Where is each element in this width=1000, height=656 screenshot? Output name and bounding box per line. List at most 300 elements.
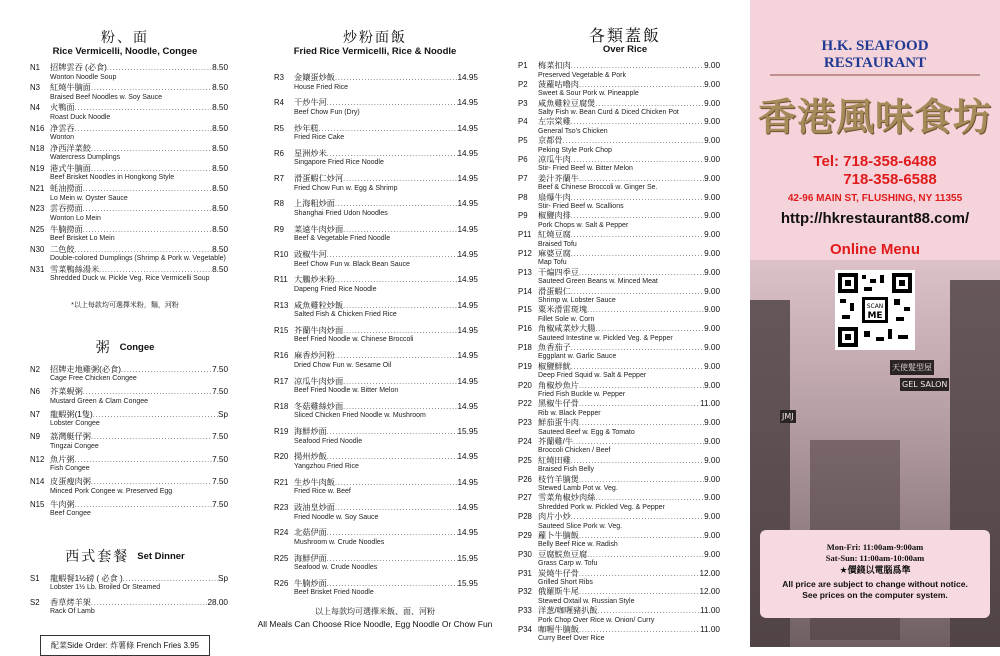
item-name-zh: 豉油皇炒面	[294, 503, 335, 513]
item-name-zh: 海鮮炒面	[294, 427, 327, 437]
item-price: 12.00	[699, 587, 720, 597]
item-code: P1	[518, 61, 528, 70]
item-body	[294, 327, 478, 345]
leader-dots	[75, 126, 212, 135]
item-name-zh: 龍蝦餐1½磅 ( 必食 )	[50, 573, 123, 583]
item-body	[538, 212, 720, 230]
item-line	[538, 551, 720, 561]
item-code: P22	[518, 399, 532, 409]
noodles-note: *以上每款均可選擇米粉，麵，河粉	[71, 301, 179, 309]
item-line	[50, 246, 228, 256]
item-body	[294, 125, 478, 143]
item-price: 9.00	[704, 549, 720, 559]
item-line	[294, 276, 478, 286]
item-name-zh: 牛肉粥	[50, 499, 75, 509]
item-body	[294, 352, 478, 370]
menu-item-p1	[516, 62, 720, 80]
leader-dots	[343, 176, 457, 185]
item-line	[538, 137, 720, 147]
item-name-en: Beef & Chinese Broccoli w. Ginger Se.	[538, 184, 658, 192]
item-name-en: Beef Congee	[50, 510, 91, 518]
item-line	[538, 100, 720, 110]
item-body	[294, 453, 478, 471]
item-line	[538, 438, 720, 448]
price-note-zh: ★價錢以電腦爲準	[839, 566, 911, 576]
item-price: 14.95	[457, 401, 478, 411]
leader-dots	[91, 434, 212, 443]
item-body	[538, 100, 720, 118]
item-body	[294, 150, 478, 168]
item-body	[50, 226, 228, 244]
item-name-en: Stewed Oxtail w. Russian Style	[538, 597, 635, 605]
noodles-title-zh: 粉、面	[101, 30, 149, 46]
menu-item-r15	[272, 327, 478, 345]
item-line	[50, 366, 228, 376]
menu-item-s2	[28, 599, 228, 617]
item-name-en: Braised Tofu	[538, 240, 577, 248]
item-line	[538, 194, 720, 204]
item-name-en: Beef Chow Fun (Dry)	[294, 108, 360, 116]
menu-item-r17	[272, 378, 478, 396]
item-line	[294, 200, 478, 210]
menu-item-p24	[516, 438, 720, 456]
leader-dots	[571, 195, 704, 204]
leader-dots	[75, 457, 212, 466]
item-body	[538, 62, 720, 80]
leader-dots	[327, 530, 458, 539]
item-price: 8.50	[212, 264, 228, 274]
leader-dots	[335, 505, 458, 514]
menu-item-n3	[28, 84, 228, 102]
street-sign-2: GEL SALON	[902, 380, 948, 389]
menu-item-r4	[272, 99, 478, 117]
leader-dots	[571, 63, 704, 72]
item-price: 9.00	[704, 436, 720, 446]
item-code: S2	[30, 597, 40, 607]
item-body	[538, 626, 720, 644]
menu-item-n18	[28, 145, 228, 163]
item-code: N3	[30, 83, 40, 93]
leader-dots	[91, 600, 208, 609]
fried-column	[250, 0, 500, 647]
item-name-en: Seafood w. Crude Noodles	[294, 564, 378, 572]
item-name-zh: 芥菜蜆粥	[50, 387, 83, 397]
item-code: N1	[30, 63, 40, 72]
item-name-zh: 京都骨	[538, 136, 563, 146]
item-name-zh: 咸魚雞粒炒飯	[294, 300, 344, 310]
item-code: R3	[274, 73, 284, 82]
item-price: 14.95	[457, 503, 478, 513]
item-price: 12.00	[699, 568, 720, 578]
item-name-zh: 豆腐鯇魚豆腐	[538, 549, 588, 559]
item-code: P7	[518, 173, 528, 183]
leader-dots	[587, 307, 704, 316]
item-code: R10	[274, 250, 289, 260]
item-name-zh: 揚州炒飯	[294, 452, 327, 462]
menu-item-p15	[516, 306, 720, 324]
qr-code[interactable]	[835, 270, 915, 350]
menu-item-p13	[516, 269, 720, 287]
leader-dots	[327, 454, 458, 463]
item-line	[50, 478, 228, 488]
menu-item-p5	[516, 137, 720, 155]
item-name-zh: 炒年糕	[294, 123, 319, 133]
item-body	[294, 378, 478, 396]
website-link[interactable]: http://hkrestaurant88.com/	[780, 210, 970, 227]
dinner-list	[0, 575, 250, 617]
item-line	[538, 626, 720, 636]
leader-dots	[571, 514, 704, 523]
leader-dots	[579, 270, 704, 279]
item-name-en: Fried Fish Buckle w. Pepper	[538, 391, 626, 399]
item-name-zh: 角椒炒魚片	[538, 380, 579, 390]
item-code: R21	[274, 477, 289, 487]
brand-panel	[750, 0, 1000, 647]
item-name-zh: 荔灣艇仔粥	[50, 432, 91, 442]
hours-box	[760, 530, 990, 618]
item-name-zh: 二色餃	[50, 244, 75, 254]
item-line	[538, 588, 720, 598]
leader-dots	[75, 502, 212, 511]
item-line	[538, 250, 720, 260]
leader-dots	[343, 303, 457, 312]
item-name-zh: 大鵬炒米粉	[294, 275, 335, 285]
item-name-zh: 招牌走地雞粥(必食)	[50, 364, 121, 374]
leader-dots	[91, 166, 212, 175]
item-code: N14	[30, 477, 45, 487]
item-name-zh: 紅燒田雞	[538, 455, 571, 465]
item-body	[538, 288, 720, 306]
item-line	[538, 306, 720, 316]
item-body	[50, 205, 228, 223]
item-name-zh: 凉瓜牛肉	[538, 154, 571, 164]
congee-list	[0, 366, 250, 519]
item-price: 14.95	[457, 98, 478, 108]
item-name-zh: 洋葱/咖喱豬扒飯	[538, 606, 598, 616]
item-line	[538, 118, 720, 128]
item-line	[538, 269, 720, 279]
item-name-zh: 港式牛腩面	[50, 163, 91, 173]
leader-dots	[75, 247, 212, 256]
item-code: P11	[518, 230, 532, 240]
item-code: P4	[518, 117, 528, 127]
item-price: 7.50	[212, 499, 228, 509]
item-code: R4	[274, 98, 284, 108]
item-name-zh: 芥蘭牛肉炒面	[294, 325, 344, 335]
item-name-zh: 雲吞撈面	[50, 204, 83, 214]
item-code: N19	[30, 163, 45, 173]
item-name-en: Salty Fish w. Bean Curd & Diced Chicken Pot	[538, 109, 679, 117]
item-body	[538, 570, 720, 588]
leader-dots	[83, 389, 212, 398]
item-name-zh: 冬菇雞絲炒面	[294, 401, 344, 411]
item-name-en: Lo Mein w. Oyster Sauce	[50, 194, 128, 202]
item-price: 9.00	[704, 305, 720, 315]
item-line	[294, 555, 478, 565]
item-name-en: Beef Fried Noodle w. Bitter Melon	[294, 387, 399, 395]
address: 42-96 MAIN ST, FLUSHING, NY 11355	[787, 193, 963, 204]
item-name-zh: 皮蛋瘦肉粥	[50, 477, 91, 487]
item-code: P14	[518, 286, 532, 296]
item-line	[294, 453, 478, 463]
item-name-en: Lobster 1½ Lb. Broiled Or Steamed	[50, 584, 161, 592]
menu-item-p22	[516, 400, 720, 418]
item-body	[50, 411, 228, 429]
menu-item-n21	[28, 185, 228, 203]
item-name-en: Pork Chop Over Rice w. Onion/ Curry	[538, 616, 655, 624]
item-price: 7.50	[212, 387, 228, 397]
item-body	[294, 428, 478, 446]
menu-item-n4	[28, 104, 228, 122]
leader-dots	[91, 85, 212, 94]
leader-dots	[83, 206, 212, 215]
item-name-en: Braised Fish Belly	[538, 466, 595, 474]
item-price: 14.95	[457, 224, 478, 234]
item-name-zh: 生炒牛肉飯	[294, 477, 335, 487]
item-code: R18	[274, 401, 289, 411]
item-code: R7	[274, 174, 284, 184]
item-code: N6	[30, 387, 40, 397]
item-price: 15.95	[457, 427, 478, 437]
leader-dots	[83, 186, 212, 195]
menu-item-p20	[516, 382, 720, 400]
item-name-en: Preserved Vegetable & Pork	[538, 71, 626, 79]
menu-item-p3	[516, 100, 720, 118]
item-body	[538, 118, 720, 136]
item-body	[538, 306, 720, 324]
item-name-en: Mustard Green & Clam Congee	[50, 397, 149, 405]
item-code: S1	[30, 573, 40, 583]
leader-dots	[571, 119, 704, 128]
item-line	[294, 99, 478, 109]
item-price: 11.00	[700, 399, 720, 409]
item-name-en: Sauteed Beef w. Egg & Tomato	[538, 428, 635, 436]
item-body	[538, 81, 720, 99]
item-name-zh: 鮮茄蛋牛肉	[538, 418, 579, 428]
item-body	[294, 403, 478, 421]
leader-dots	[83, 227, 212, 236]
item-body	[50, 366, 228, 384]
item-line	[538, 288, 720, 298]
menu-item-r8	[272, 200, 478, 218]
item-name-zh: 菜遠牛肉炒面	[294, 224, 344, 234]
item-name-zh: 北菇伊面	[294, 528, 327, 538]
item-line	[294, 302, 478, 312]
item-code: R26	[274, 578, 289, 588]
item-name-zh: 雪菜角椒炒肉絲	[538, 493, 596, 503]
item-name-en: Braised Beef Noodles w. Soy Sauce	[50, 93, 163, 101]
item-code: P28	[518, 512, 532, 522]
item-code: P30	[518, 549, 532, 559]
item-name-zh: 雪菜鴨絲湯米	[50, 264, 100, 274]
item-price: 9.00	[704, 61, 720, 70]
item-line	[50, 64, 228, 74]
leader-dots	[335, 277, 458, 286]
item-name-en: Watercress Dumplings	[50, 154, 121, 162]
item-name-zh: 魚香茄子	[538, 342, 571, 352]
item-body	[538, 194, 720, 212]
item-name-zh: 海鮮伊面	[294, 553, 327, 563]
item-name-en: Roast Duck Noodle	[50, 113, 111, 121]
leader-dots	[327, 151, 458, 160]
leader-dots	[571, 289, 704, 298]
leader-dots	[91, 146, 212, 155]
item-code: N31	[30, 264, 45, 274]
item-name-en: Shrimp w. Lobster Sauce	[538, 297, 616, 305]
street-sign-1: 天使髮型屋	[890, 360, 934, 375]
item-body	[294, 580, 478, 598]
congee-title-zh: 粥	[95, 339, 112, 356]
leader-dots	[319, 126, 458, 135]
item-name-en: Curry Beef Over Rice	[538, 635, 605, 643]
menu-item-r20	[272, 453, 478, 471]
item-line	[538, 513, 720, 523]
menu-item-n14	[28, 478, 228, 496]
item-body	[294, 479, 478, 497]
item-name-en: House Fried Rice	[294, 83, 349, 91]
menu-item-p11	[516, 231, 720, 249]
item-body	[538, 476, 720, 494]
item-body	[50, 599, 228, 617]
tel-1: 718-358-6488	[843, 153, 937, 170]
item-body	[50, 246, 228, 264]
leader-dots	[327, 252, 458, 261]
item-line	[50, 433, 228, 443]
item-body	[294, 302, 478, 320]
item-price: 9.00	[704, 493, 720, 503]
item-name-en: Fried Chow Fun w. Egg & Shrimp	[294, 184, 398, 192]
item-price: 14.95	[457, 174, 478, 184]
item-code: P20	[518, 380, 532, 390]
item-body	[538, 607, 720, 625]
leader-dots	[93, 412, 218, 421]
item-price: 8.50	[212, 204, 228, 214]
leader-dots	[121, 367, 212, 376]
item-code: P26	[518, 474, 532, 484]
menu-item-n15	[28, 501, 228, 519]
overrice-title-en: Over Rice	[602, 44, 648, 55]
item-name-zh: 蚝油撈面	[50, 184, 83, 194]
item-price: Sp	[217, 573, 228, 583]
leader-dots	[571, 232, 704, 241]
menu-item-r9	[272, 226, 478, 244]
item-price: 7.50	[212, 432, 228, 442]
item-body	[50, 456, 228, 474]
item-body	[538, 438, 720, 456]
item-name-zh: 干煸四季豆	[538, 267, 579, 277]
item-name-zh: 炭燒牛仔骨	[538, 568, 579, 578]
item-body	[50, 388, 228, 406]
item-name-zh: 粟米滑雷斑塊	[538, 305, 588, 315]
fried-note-zh: 以上每款均可選擇米飯、面、河粉	[315, 606, 435, 616]
item-name-zh: 滑蛋蝦仁	[538, 286, 571, 296]
item-code: N23	[30, 204, 45, 214]
item-name-zh: 火鴨面	[50, 103, 75, 113]
item-name-en: Salted Fish & Chicken Fried Rice	[294, 311, 397, 319]
item-name-zh: 干炒牛河	[294, 98, 327, 108]
item-code: R5	[274, 123, 284, 133]
item-name-en: Fillet Sole w. Corn	[538, 315, 595, 323]
item-price: 7.50	[212, 364, 228, 374]
item-price: 7.50	[212, 454, 228, 464]
item-body	[538, 363, 720, 381]
item-price: Sp	[217, 409, 228, 419]
item-line	[294, 251, 478, 261]
item-name-zh: 菠蘿咕嚕肉	[538, 79, 579, 89]
item-code: R8	[274, 199, 284, 209]
item-code: N18	[30, 143, 45, 153]
item-price: 14.95	[457, 452, 478, 462]
item-name-en: Stir- Fried Beef w. Scallions	[538, 203, 624, 211]
item-price: 8.50	[212, 103, 228, 113]
item-body	[50, 125, 228, 143]
item-price: 11.00	[700, 606, 720, 616]
item-name-en: Rib w. Black Pepper	[538, 409, 601, 417]
item-body	[538, 231, 720, 249]
item-code: N9	[30, 432, 40, 442]
item-name-en: Shanghai Fried Udon Noodles	[294, 209, 388, 217]
item-line	[538, 175, 720, 185]
menu-item-p31	[516, 570, 720, 588]
menu-item-p12	[516, 250, 720, 268]
qr-pattern-icon	[838, 273, 912, 347]
item-price: 9.00	[704, 173, 720, 183]
item-code: P29	[518, 530, 532, 540]
leader-dots	[579, 477, 704, 486]
item-price: 9.00	[704, 324, 720, 334]
leader-dots	[579, 627, 700, 636]
item-name-zh: 净西洋菜餃	[50, 143, 91, 153]
item-name-en: Broccoli Chicken / Beef	[538, 447, 611, 455]
item-price: 28.00	[207, 597, 228, 607]
menu-item-r26	[272, 580, 478, 598]
item-name-en: Map Tofu	[538, 259, 567, 267]
item-line	[50, 205, 228, 215]
item-body	[538, 400, 720, 418]
item-body	[538, 269, 720, 287]
noodles-header	[0, 30, 250, 58]
menu-item-p30	[516, 551, 720, 569]
menu-item-r21	[272, 479, 478, 497]
item-name-en: Dried Chow Fun w. Sesame Oil	[294, 361, 392, 369]
item-price: 9.00	[704, 512, 720, 522]
item-line	[538, 156, 720, 166]
item-body	[294, 99, 478, 117]
item-price: 8.50	[212, 63, 228, 72]
leader-dots	[571, 345, 704, 354]
item-price: 15.95	[457, 578, 478, 588]
item-code: N7	[30, 409, 40, 419]
item-line	[294, 504, 478, 514]
leader-dots	[598, 608, 701, 617]
item-body	[538, 250, 720, 268]
leader-dots	[579, 82, 704, 91]
item-code: P5	[518, 136, 528, 146]
item-name-en: Sweet & Sour Pork w. Pineapple	[538, 90, 639, 98]
item-line	[538, 81, 720, 91]
item-name-zh: 星洲炒米	[294, 148, 327, 158]
item-line	[538, 532, 720, 542]
leader-dots	[327, 429, 458, 438]
item-body	[50, 84, 228, 102]
leader-dots	[571, 251, 704, 260]
item-code: R16	[274, 351, 289, 361]
leader-dots	[107, 65, 212, 74]
leader-dots	[327, 100, 458, 109]
item-name-en: Seafood Fried Noodle	[294, 437, 363, 445]
item-name-en: Sauteed Slice Pork w. Veg.	[538, 522, 623, 530]
item-code: P33	[518, 606, 532, 616]
